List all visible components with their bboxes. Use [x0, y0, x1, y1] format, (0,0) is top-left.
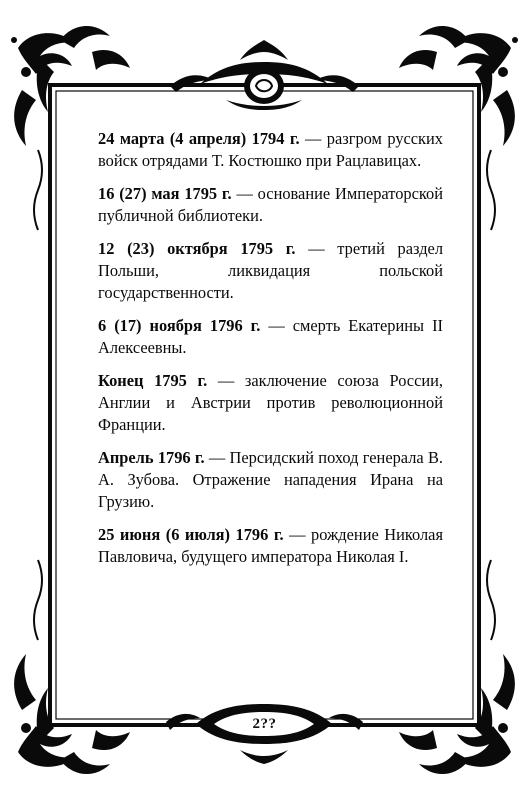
page-number-cartouche-icon: [166, 704, 363, 764]
acanthus-corner-icon: [399, 654, 515, 774]
entry-date: 25 июня (6 июля) 1796 г.: [98, 525, 284, 544]
chronology-entry: [98, 315, 443, 359]
entry-date: 12 (23) октября 1795 г.: [98, 239, 296, 258]
chronology-entry: [98, 524, 443, 568]
entry-date: 16 (27) мая 1795 г.: [98, 184, 232, 203]
acanthus-corner-icon: [14, 654, 130, 774]
entry-text: — третий раздел Польши, ликвидация польской государственности.: [98, 239, 443, 302]
chronology-entry: [98, 128, 443, 172]
entry-date: 6 (17) ноября 1796 г.: [98, 316, 261, 335]
entry-date: Апрель 1796 г.: [98, 448, 205, 467]
chronology-entry: [98, 447, 443, 513]
entry-text: — смерть Екатерины II Алексеевны.: [98, 316, 443, 357]
entry-date: 24 марта (4 апреля) 1794 г.: [98, 129, 300, 148]
entry-text: — разгром русских войск отрядами Т. Костюшко при Рацлавицах.: [98, 129, 443, 170]
entry-text: — основание Императорской публичной библиотеки.: [98, 184, 443, 225]
entry-text: — рождение Николая Павловича, будущего императора Николая I.: [98, 525, 443, 566]
entry-text: — заключение союза России, Англии и Австрии против революционной Франции.: [98, 371, 443, 434]
floral-medallion-icon: [170, 40, 359, 110]
page-number: 2??: [252, 716, 277, 732]
chronology-text-block: [98, 128, 443, 579]
entry-date: Конец 1795 г.: [98, 371, 208, 390]
entry-text: — Персидский поход генерала В. А. Зубова. Отражение нападения Ирана на Грузию.: [98, 448, 443, 511]
corner-mark: ˇ: [502, 44, 507, 55]
chronology-entry: [98, 370, 443, 436]
chronology-entry: [98, 238, 443, 304]
chronology-entry: [98, 183, 443, 227]
